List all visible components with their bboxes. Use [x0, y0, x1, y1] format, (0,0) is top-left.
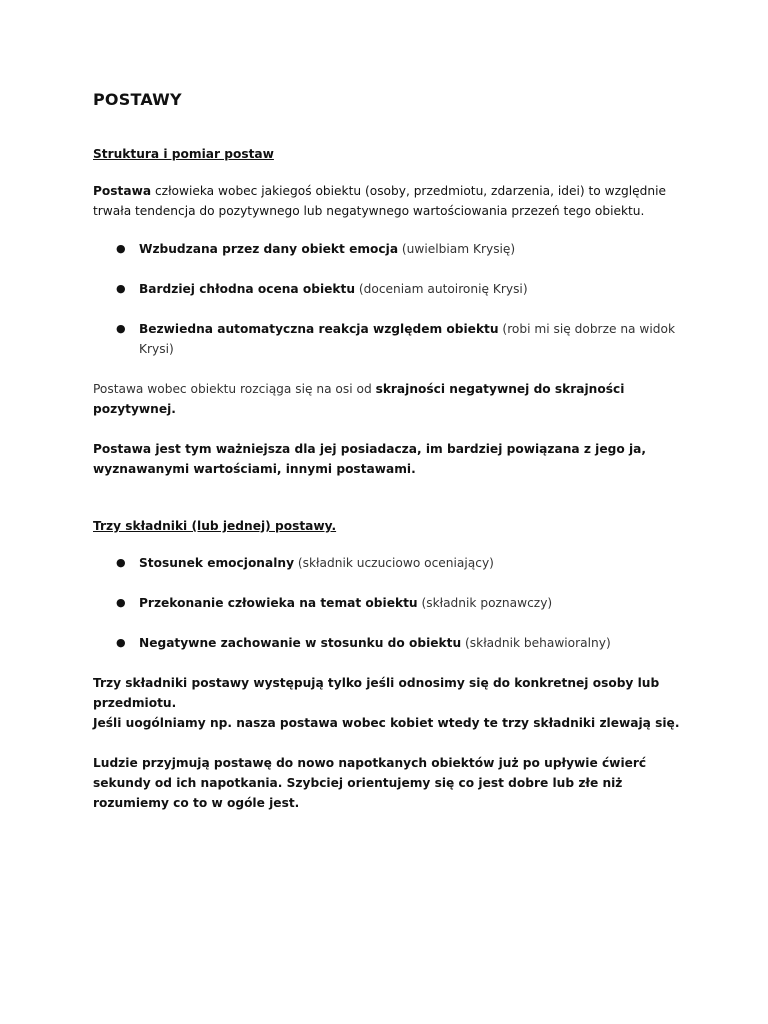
page-title: POSTAWY: [93, 90, 182, 109]
definition-term: Postawa: [93, 184, 152, 198]
list-item: ● Przekonanie człowieka na temat obiektu (składnik poznawczy): [93, 593, 684, 613]
definition-text: człowieka wobec jakiegoś obiektu (osoby, przedmiotu, zdarzenia, idei) to względnie trwała tendencja do pozytywnego lub negatywnego wartościowania przezeń tego obiektu.: [93, 184, 666, 218]
list-item: ● Negatywne zachowanie w stosunku do obiektu (składnik behawioralny): [93, 633, 684, 653]
section-heading-components: Trzy składniki (lub jednej) postawy.: [93, 519, 337, 533]
importance-paragraph: Postawa jest tym ważniejsza dla jej posiadacza, im bardziej powiązana z jego ja, wyznawanymi wartościami, innymi postawami.: [93, 442, 646, 476]
bullet-icon: ●: [116, 556, 126, 569]
list-item: ● Bezwiedna automatyczna reakcja względem obiektu (robi mi się dobrze na widok Krysi): [93, 319, 684, 359]
components-paragraph-1: Trzy składniki postawy występują tylko jeśli odnosimy się do konkretnej osoby lub przedmiotu.: [93, 676, 660, 710]
components-list: [93, 553, 768, 653]
components-paragraph-2: Jeśli uogólniamy np. nasza postawa wobec kobiet wtedy te trzy składniki zlewają się.: [93, 716, 680, 730]
bullet-icon: ●: [116, 596, 126, 609]
bullet-icon: ●: [116, 636, 126, 649]
timing-paragraph: Ludzie przyjmują postawę do nowo napotkanych obiektów już po upływie ćwierć sekundy od ich napotkania. Szybciej orientujemy się co jest dobre lub złe niż rozumiemy co to w ogóle jest.: [93, 756, 647, 810]
list-item: ● Stosunek emocjonalny (składnik uczuciowo oceniający): [93, 553, 684, 573]
bullet-icon: ●: [116, 322, 126, 335]
bullet-icon: ●: [116, 242, 126, 255]
list-item: ● Wzbudzana przez dany obiekt emocja (uwielbiam Krysię): [93, 239, 684, 259]
list-item: ● Bardziej chłodna ocena obiektu (doceniam autoironię Krysi): [93, 279, 684, 299]
bullet-icon: ●: [116, 282, 126, 295]
axis-paragraph: Postawa wobec obiektu rozciąga się na osi od skrajności negatywnej do skrajności pozytywnej.: [93, 382, 625, 416]
attitude-forms-list: [93, 239, 768, 359]
definition-paragraph: [93, 181, 683, 221]
section-heading-structure: Struktura i pomiar postaw: [93, 147, 274, 161]
